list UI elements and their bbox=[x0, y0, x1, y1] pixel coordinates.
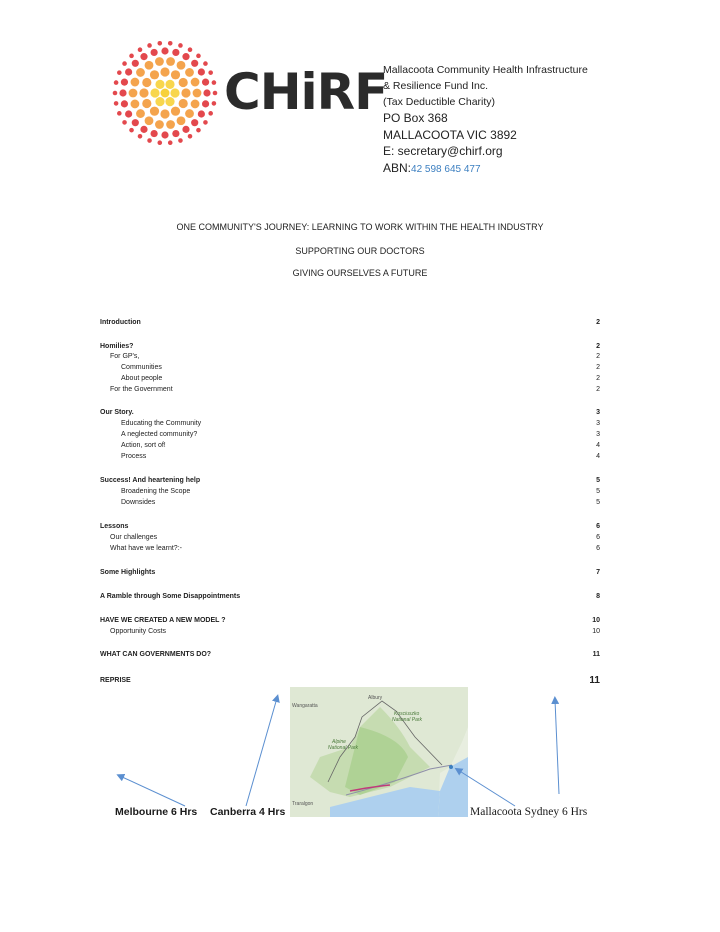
toc-entry-page: 5 bbox=[596, 499, 600, 506]
toc-entry-label: HAVE WE CREATED A NEW MODEL ? bbox=[100, 617, 226, 624]
toc-entry-page: 5 bbox=[596, 488, 600, 495]
toc-entry[interactable] bbox=[100, 352, 600, 362]
toc-entry-label: Communities bbox=[121, 364, 162, 371]
toc-entry-label: Success! And heartening help bbox=[100, 477, 201, 484]
caption-melbourne: Melbourne 6 Hrs bbox=[115, 806, 198, 818]
toc-entry[interactable] bbox=[100, 419, 600, 429]
map-label: Traralgon bbox=[292, 801, 314, 807]
toc-entry-page: 3 bbox=[596, 420, 600, 427]
address-line: (Tax Deductible Charity) bbox=[383, 96, 496, 108]
toc-entry-label: Our Story. bbox=[100, 409, 134, 416]
po-box: PO Box 368 bbox=[383, 111, 448, 125]
toc-entry-page: 11 bbox=[592, 651, 600, 658]
toc-entry-label: Downsides bbox=[121, 499, 156, 506]
abn-label: ABN: bbox=[383, 160, 412, 175]
toc-entry-page: 5 bbox=[596, 477, 600, 484]
map-label: Wangaratta bbox=[292, 703, 318, 709]
toc-entry[interactable] bbox=[100, 544, 600, 554]
toc-entry[interactable] bbox=[100, 568, 600, 578]
address-line: Mallacoota Community Health Infrastructure bbox=[383, 64, 588, 76]
toc-entry[interactable] bbox=[100, 430, 600, 440]
document-subtitle-2: GIVING OURSELVES A FUTURE bbox=[292, 268, 428, 278]
toc-entry[interactable] bbox=[100, 318, 600, 328]
map-label: National Park bbox=[328, 745, 359, 751]
map-label: Albury bbox=[368, 695, 383, 701]
logo-wordmark: CHiRF bbox=[224, 63, 388, 121]
map-label: Alpine bbox=[332, 739, 346, 745]
caption-mallacoota-sydney: Mallacoota Sydney 6 Hrs bbox=[470, 806, 588, 818]
toc-entry-page: 2 bbox=[596, 364, 600, 371]
abn-number: 42 598 645 477 bbox=[411, 163, 481, 175]
toc-entry-label: Lessons bbox=[100, 523, 129, 530]
toc-entry-label: Educating the Community bbox=[121, 420, 202, 427]
toc-entry-page: 3 bbox=[596, 431, 600, 438]
toc-entry-label: Opportunity Costs bbox=[110, 628, 167, 635]
arrow-canberra bbox=[246, 698, 277, 806]
toc-entry-label: Action, sort of! bbox=[121, 442, 166, 449]
toc-entry[interactable] bbox=[100, 676, 600, 686]
toc-entry-label: WHAT CAN GOVERNMENTS DO? bbox=[100, 651, 212, 658]
toc-entry[interactable] bbox=[100, 408, 600, 418]
arrow-melbourne bbox=[120, 776, 185, 806]
toc-entry[interactable] bbox=[100, 441, 600, 451]
toc-entry-page: 2 bbox=[596, 375, 600, 382]
toc-entry[interactable] bbox=[100, 363, 600, 373]
toc-entry-label: Some Highlights bbox=[100, 569, 156, 576]
document-title: ONE COMMUNITY'S JOURNEY: LEARNING TO WORK WITHIN THE HEALTH INDUSTRY bbox=[176, 222, 544, 232]
toc-entry-label: A Ramble through Some Disappointments bbox=[100, 593, 241, 600]
toc-entry[interactable] bbox=[100, 452, 600, 462]
chirf-logo-icon bbox=[110, 38, 220, 148]
toc-entry-label: About people bbox=[121, 375, 163, 382]
toc-entry-page: 10 bbox=[592, 617, 600, 624]
city-line: MALLACOOTA VIC 3892 bbox=[383, 127, 517, 142]
toc-entry-page: 7 bbox=[596, 569, 600, 576]
toc-entry-page: 2 bbox=[596, 343, 600, 350]
toc-entry-page: 4 bbox=[596, 453, 600, 460]
toc-entry[interactable] bbox=[100, 592, 600, 602]
map-label: National Park bbox=[392, 717, 423, 723]
toc-entry-page: 3 bbox=[596, 409, 600, 416]
toc-entry[interactable] bbox=[100, 650, 600, 660]
toc-entry-page: 11 bbox=[589, 675, 600, 686]
toc-entry-label: Introduction bbox=[100, 319, 141, 326]
toc-entry[interactable] bbox=[100, 616, 600, 626]
toc-entry-label: REPRISE bbox=[100, 677, 131, 684]
abn-line bbox=[383, 160, 588, 179]
toc-entry-label: For the Government bbox=[110, 386, 173, 393]
toc-entry-page: 2 bbox=[596, 319, 600, 326]
toc-entry[interactable] bbox=[100, 476, 600, 486]
toc-entry-label: Broadening the Scope bbox=[121, 488, 191, 495]
region-map bbox=[290, 687, 468, 817]
toc-entry-page: 10 bbox=[592, 628, 600, 635]
toc-entry-page: 2 bbox=[596, 386, 600, 393]
caption-canberra: Canberra 4 Hrs bbox=[210, 806, 286, 818]
toc-entry-page: 4 bbox=[596, 442, 600, 449]
toc-entry[interactable] bbox=[100, 374, 600, 384]
toc-entry[interactable] bbox=[100, 342, 600, 352]
arrow-sydney bbox=[555, 700, 559, 794]
email-line[interactable]: E: secretary@chirf.org bbox=[383, 144, 503, 158]
toc-entry[interactable] bbox=[100, 487, 600, 497]
toc-entry-page: 6 bbox=[596, 523, 600, 530]
toc-entry[interactable] bbox=[100, 522, 600, 532]
toc-entry-label: Process bbox=[121, 453, 147, 460]
toc-entry[interactable] bbox=[100, 498, 600, 508]
toc-entry-label: Our challenges bbox=[110, 534, 158, 541]
toc-entry-label: Homilies? bbox=[100, 343, 134, 350]
toc-entry-label: What have we learnt?:- bbox=[110, 545, 182, 552]
document-subtitle: SUPPORTING OUR DOCTORS bbox=[295, 246, 425, 256]
map-label: Kosciuszko bbox=[394, 711, 420, 717]
toc-entry-page: 8 bbox=[596, 593, 600, 600]
toc-entry-label: For GP's, bbox=[110, 353, 140, 360]
toc-entry-page: 6 bbox=[596, 534, 600, 541]
toc-entry[interactable] bbox=[100, 533, 600, 543]
toc-entry[interactable] bbox=[100, 627, 600, 637]
address-line: & Resilience Fund Inc. bbox=[383, 80, 489, 92]
toc-entry-label: A neglected community? bbox=[121, 431, 198, 438]
toc-entry[interactable] bbox=[100, 385, 600, 395]
toc-entry-page: 2 bbox=[596, 353, 600, 360]
toc-entry-page: 6 bbox=[596, 545, 600, 552]
address-block bbox=[383, 62, 588, 178]
